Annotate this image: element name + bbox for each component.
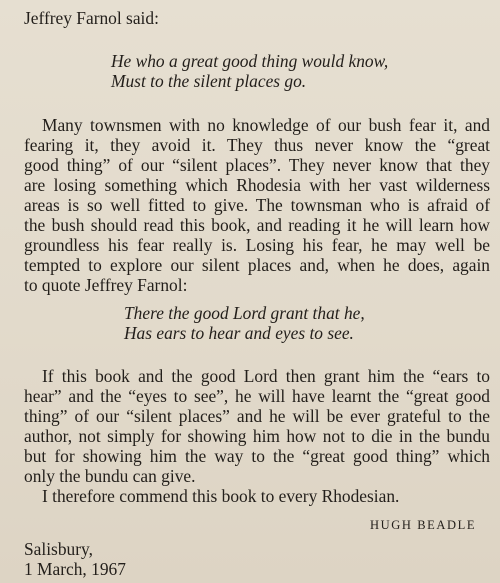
paragraph-line: to quote Jeffrey Farnol: [24, 275, 188, 295]
paragraph-line: good thing” of our “silent places”. They never know that they [24, 155, 490, 175]
date-line: 1 March, 1967 [24, 559, 126, 579]
paragraph-line: If this book and the good Lord then grant him the “ears to [42, 366, 490, 386]
signature: HUGH BEADLE [370, 518, 477, 532]
paragraph-line: areas is so well fitted to give. The townsman who is afraid of [24, 195, 490, 215]
verse-line: Must to the silent places go. [111, 71, 307, 91]
paragraph-line: are losing something which Rhodesia with her vast wilderness [24, 175, 490, 195]
paragraph-line: tempted to explore our silent places and, when he does, again [24, 255, 490, 275]
paragraph-line: Many townsmen with no knowledge of our bush fear it, and [42, 115, 490, 135]
verse-line: There the good Lord grant that he, [124, 303, 365, 323]
paragraph-line: hear” and the “eyes to see”, he will have learnt the “great good [24, 386, 490, 406]
paragraph-line: author, not simply for showing him how not to die in the bundu [24, 426, 490, 446]
paragraph-line: thing” of our “silent places” and he will be ever grateful to the [24, 406, 490, 426]
paragraph-line: groundless his fear really is. Losing his fear, he may well be [24, 235, 490, 255]
paragraph-line: fearing it, they avoid it. They thus never know the “great [24, 135, 490, 155]
paragraph-line: but for showing him the way to the “great good thing” which [24, 446, 490, 466]
paragraph-line: I therefore commend this book to every Rhodesian. [42, 486, 400, 506]
paragraph-line: only the bundu can give. [24, 466, 196, 486]
verse-line: He who a great good thing would know, [111, 51, 389, 71]
place-line: Salisbury, [24, 539, 93, 559]
intro-line: Jeffrey Farnol said: [24, 8, 159, 28]
paragraph-line: the bush should read this book, and reading it he will learn how [24, 215, 490, 235]
verse-line: Has ears to hear and eyes to see. [124, 323, 354, 343]
